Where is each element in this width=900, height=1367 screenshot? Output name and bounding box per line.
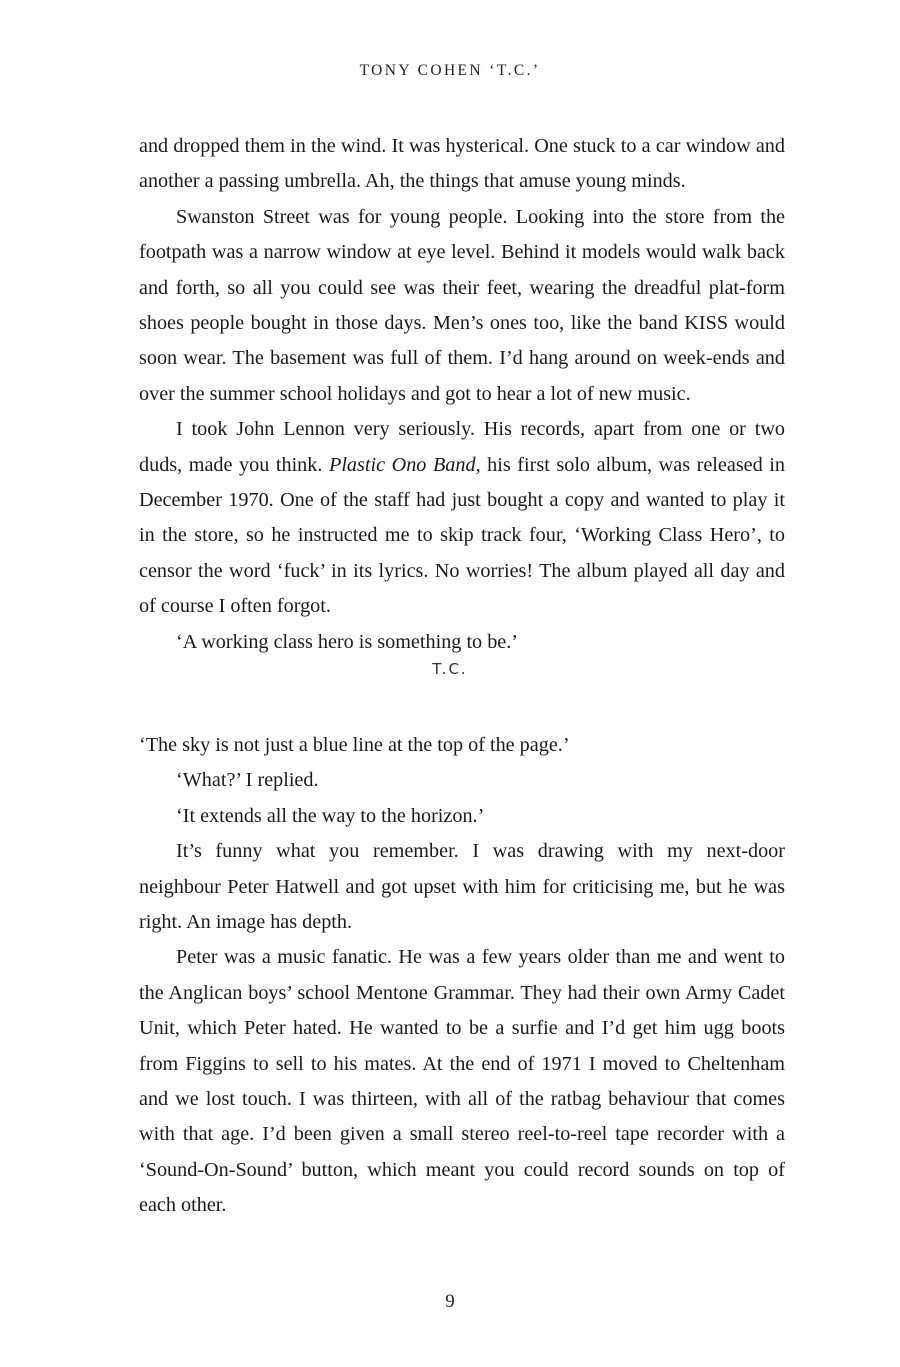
page-number: 9 — [445, 1291, 455, 1312]
lennon-text-start: I took John Lennon very seriously. His records, apart from one or two duds, made you think. — [139, 418, 785, 476]
paragraph-swanston-street: Swanston Street was for young people. Looking into the store from the footpath was a narrow window at eye level. Behind it models would walk back and forth, so all you could see was their feet, wearing the dreadful plat-form shoes people bought in those days. Men’s ones too, like the band KISS would soon wear. The basement was full of them. I’d hang around on week-ends and over the summer school holidays and got to hear a lot of new music. — [139, 205, 785, 405]
album-title: Plastic Ono Band — [328, 453, 476, 476]
section-two-text — [139, 728, 785, 1224]
section-one-text — [139, 129, 785, 660]
section-break-ornament: T.C. — [432, 660, 468, 678]
paragraph-peter-hatwell: It’s funny what you remember. I was drawing with my next-door neighbour Peter Hatwell and got upset with him for criticising me, but he was right. An image has depth. — [139, 840, 785, 934]
paragraph-lyric-quote: ‘A working class hero is something to be.’ — [176, 630, 519, 653]
lennon-text-end: , his first solo album, was released in December 1970. One of the staff had just bought a copy and wanted to play it in the store, so he instructed me to skip track four, ‘Working Class Hero’, to censor the word ‘fuck’ in its lyrics. No worries! The album played all day and of course I often forgot. — [139, 453, 785, 618]
paragraph-john-lennon — [139, 412, 785, 624]
paragraph-what-reply: ‘What?’ I replied. — [176, 769, 319, 792]
paragraph-music-fanatic: Peter was a music fanatic. He was a few years older than me and went to the Anglican boys’ school Mentone Grammar. They had their own Army Cadet Unit, which Peter hated. He wanted to be a surfie and I’d get him ugg boots from Figgins to sell to his mates. At the end of 1971 I moved to Cheltenham and we lost touch. I was thirteen, with all of the ratbag behaviour that comes with that age. I’d been given a small stereo reel-to-reel tape recorder with a ‘Sound-On-Sound’ button, which meant you could record sounds on top of each other. — [139, 946, 785, 1217]
paragraph-horizon-quote: ‘It extends all the way to the horizon.’ — [176, 804, 485, 827]
paragraph-continuation: and dropped them in the wind. It was hysterical. One stuck to a car window and another a passing umbrella. Ah, the things that amuse young minds. — [139, 135, 785, 193]
running-head: TONY COHEN ‘T.C.’ — [359, 62, 541, 79]
paragraph-sky-quote: ‘The sky is not just a blue line at the top of the page.’ — [139, 734, 570, 756]
